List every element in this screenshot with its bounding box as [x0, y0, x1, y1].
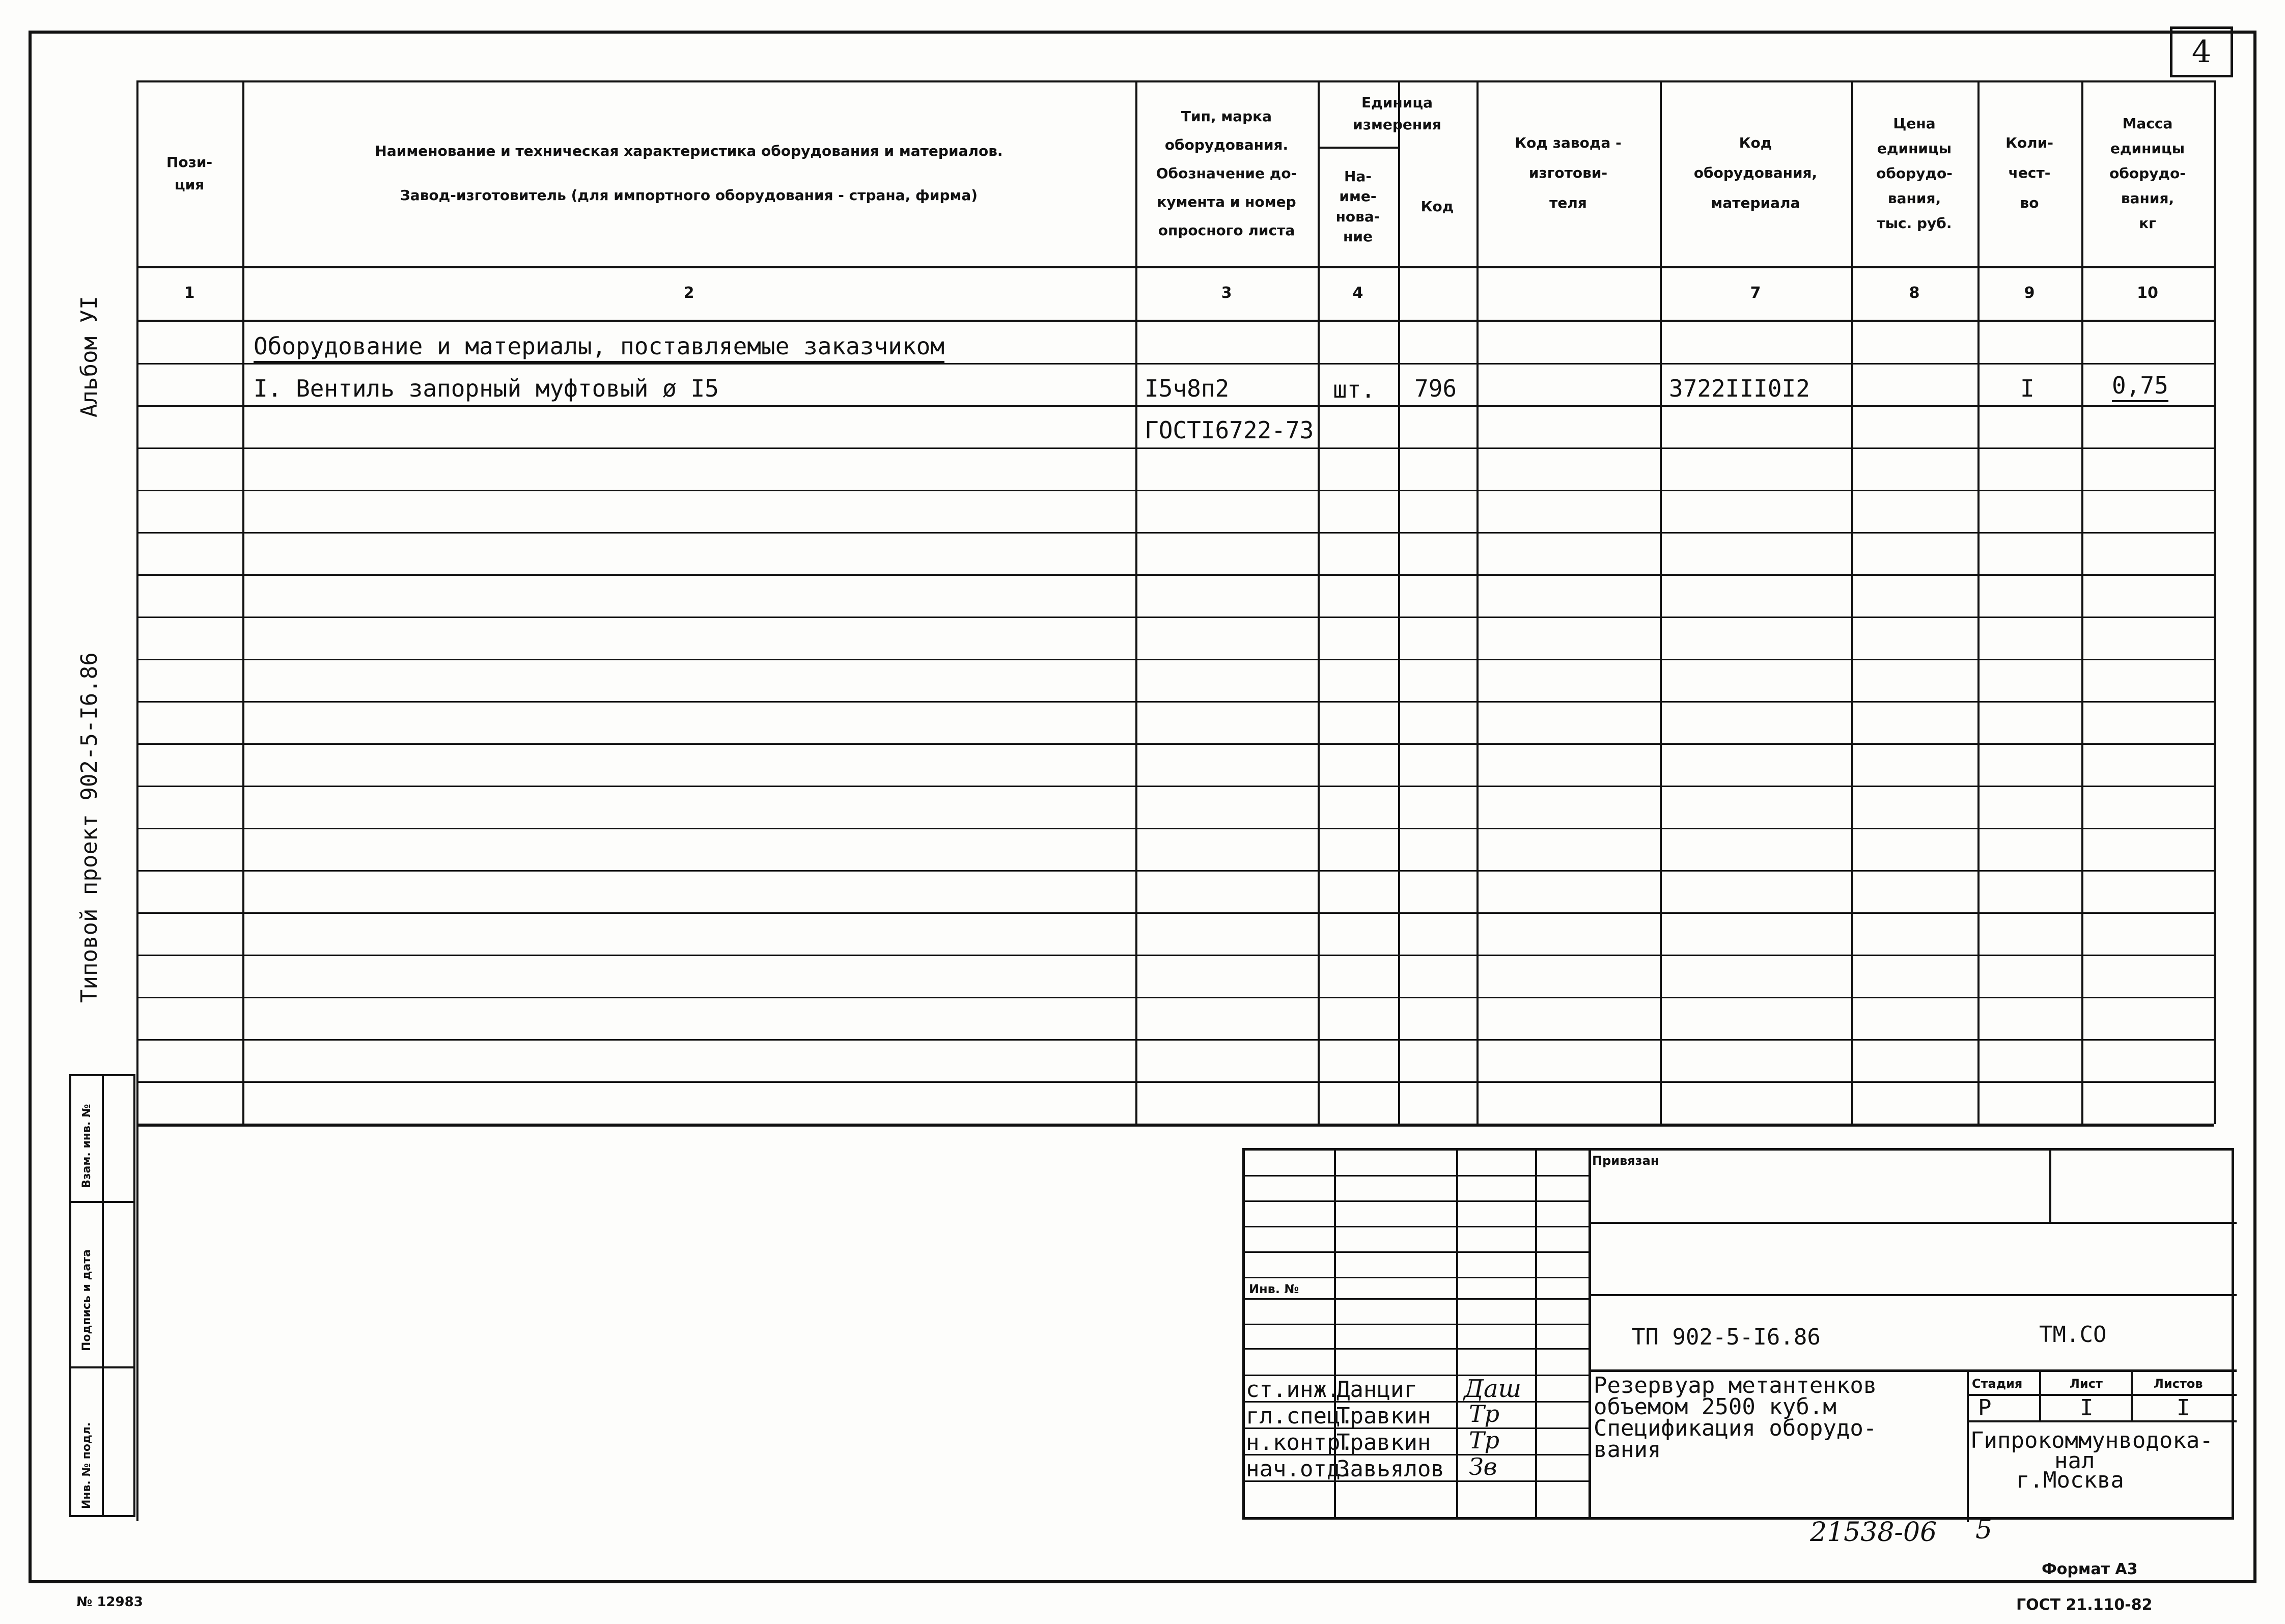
row-1-mass: 0,75 — [2112, 372, 2168, 402]
sig-sign-3: Тр — [1469, 1426, 1500, 1454]
sig-name-2: Травкин — [1336, 1403, 1431, 1429]
title-block-row-line — [1245, 1251, 1589, 1253]
sig-name-1: Данциг — [1336, 1377, 1417, 1403]
table-row-line — [136, 532, 2214, 534]
sheet-number-box — [2170, 26, 2233, 77]
table-row-line — [136, 1039, 2214, 1041]
table-row-line — [136, 997, 2214, 998]
project-label: Типовой проект 902-5-I6.86 — [76, 652, 102, 1003]
col-num-2: 2 — [683, 284, 694, 302]
col-num-1: 1 — [184, 284, 195, 302]
row-2-type: ГОСТI6722-73 — [1145, 416, 1314, 444]
header-type: Тип, марка оборудования. Обозначение до- кумента и номер опросного листа — [1156, 107, 1297, 239]
header-position: Пози- ция — [166, 154, 213, 193]
sig-sign-1: Даш — [1464, 1375, 1522, 1403]
sig-sign-4: Зв — [1469, 1453, 1497, 1480]
album-label: Альбом УI — [76, 296, 102, 417]
title-block-row-line — [1245, 1277, 1589, 1278]
inv-no-label: Инв. № — [1249, 1282, 1299, 1296]
table-row-line — [136, 574, 2214, 576]
row-1-unit-code: 796 — [1414, 375, 1457, 402]
sig-role-4: нач.отд. — [1246, 1456, 1354, 1482]
header-mass: Масса единицы оборудо- вания, кг — [2109, 115, 2186, 232]
sheets-label: Листов — [2154, 1377, 2203, 1391]
page-number-handwritten: 5 — [1975, 1515, 1993, 1545]
title-block-row-line — [1245, 1375, 1589, 1376]
section-title: Оборудование и материалы, поставляемые заказчиком — [254, 332, 944, 363]
organization-line-2: нал — [2054, 1448, 2095, 1474]
row-1-unit-name: шт. — [1333, 376, 1376, 403]
stamp-field-sign-date: Подпись и дата — [80, 1249, 93, 1351]
table-row-line — [136, 786, 2214, 787]
header-unit-name: На- име- нова- ние — [1335, 168, 1380, 245]
col-num-10: 10 — [2137, 284, 2158, 302]
col-num-9: 9 — [2024, 284, 2035, 302]
description-line-4: вания — [1594, 1437, 1661, 1463]
header-equipment-code: Код оборудования, материала — [1693, 134, 1818, 211]
sig-role-1: ст.инж. — [1246, 1377, 1341, 1403]
registry-number: 21538-06 — [1810, 1517, 1937, 1548]
table-row-line — [136, 405, 2214, 407]
table-row-line — [136, 617, 2214, 618]
title-block-row-line — [1245, 1324, 1589, 1325]
table-row-line — [136, 912, 2214, 914]
gost-label: ГОСТ 21.110-82 — [2016, 1596, 2153, 1614]
description-line-1: Резервуар метантенков — [1594, 1373, 1877, 1398]
col-num-8: 8 — [1909, 284, 1920, 302]
description-line-3: Спецификация оборудо- — [1594, 1415, 1877, 1441]
col-num-7: 7 — [1750, 284, 1761, 302]
col-num-3: 3 — [1221, 284, 1232, 302]
privyazan-label: Привязан — [1592, 1154, 1659, 1168]
sig-name-3: Травкин — [1336, 1430, 1431, 1455]
organization-line-1: Гипрокоммунводока- — [1970, 1427, 2213, 1453]
sheets-value: I — [2177, 1395, 2190, 1421]
sig-role-3: н.контр. — [1246, 1430, 1354, 1455]
table-row-line — [136, 1081, 2214, 1083]
header-name: Наименование и техническая характеристика оборудования и материалов. Завод-изготовитель (для импортного оборудования - страна, фирма) — [375, 143, 1003, 204]
stamp-field-inv-original: Инв. № подл. — [80, 1422, 93, 1509]
sig-sign-2: Тр — [1469, 1400, 1500, 1427]
table-row-line — [136, 490, 2214, 491]
title-block-row-line — [1245, 1200, 1589, 1202]
description-line-2: объемом 2500 куб.м — [1594, 1394, 1836, 1420]
header-unit-group: Единица измерения — [1353, 94, 1441, 133]
table-row-line — [136, 743, 2214, 745]
sig-name-4: Завьялов — [1336, 1456, 1444, 1482]
sheet-number: 4 — [2191, 34, 2212, 70]
table-row-line — [136, 828, 2214, 829]
sheet-label: Лист — [2070, 1377, 2103, 1391]
print-mark: № 12983 — [76, 1594, 143, 1610]
title-block-row-line — [1245, 1175, 1589, 1177]
title-block-row-line — [1245, 1298, 1589, 1300]
row-1-type: I5ч8п2 — [1145, 375, 1230, 402]
format-label: Формат А3 — [2042, 1560, 2138, 1578]
specification-table — [136, 80, 2214, 1124]
stage-label: Стадия — [1972, 1377, 2023, 1391]
left-stamp — [69, 1074, 135, 1517]
table-row-line — [136, 363, 2214, 365]
header-unit-code: Код — [1420, 198, 1454, 215]
sig-role-2: гл.спец. — [1246, 1403, 1354, 1429]
col-num-4: 4 — [1352, 284, 1363, 302]
title-block-row-line — [1245, 1348, 1589, 1350]
table-row-line — [136, 701, 2214, 703]
title-block — [1242, 1148, 2234, 1520]
title-block-row-line — [1245, 1226, 1589, 1227]
document-code: ТП 902-5-I6.86 — [1632, 1324, 1821, 1350]
stamp-field-replace: Взам. инв. № — [80, 1104, 93, 1188]
sheet-value: I — [2080, 1395, 2094, 1421]
organization-line-3: г.Москва — [2016, 1467, 2124, 1493]
header-quantity: Коли- чест- во — [2005, 134, 2053, 211]
row-1-name: I. Вентиль запорный муфтовый ø I5 — [254, 375, 719, 402]
header-price: Цена единицы оборудо- вания, тыс. руб. — [1876, 115, 1953, 232]
row-1-equipment-code: 3722III0I2 — [1669, 375, 1810, 402]
header-factory-code: Код завода - изготови- теля — [1515, 134, 1622, 211]
table-row-line — [136, 870, 2214, 872]
table-row-line — [136, 447, 2214, 449]
table-row-line — [136, 659, 2214, 660]
stage-value: Р — [1978, 1395, 1992, 1421]
document-mark: ТМ.СО — [2039, 1322, 2107, 1348]
row-1-quantity: I — [2020, 375, 2035, 402]
table-row-line — [136, 955, 2214, 956]
